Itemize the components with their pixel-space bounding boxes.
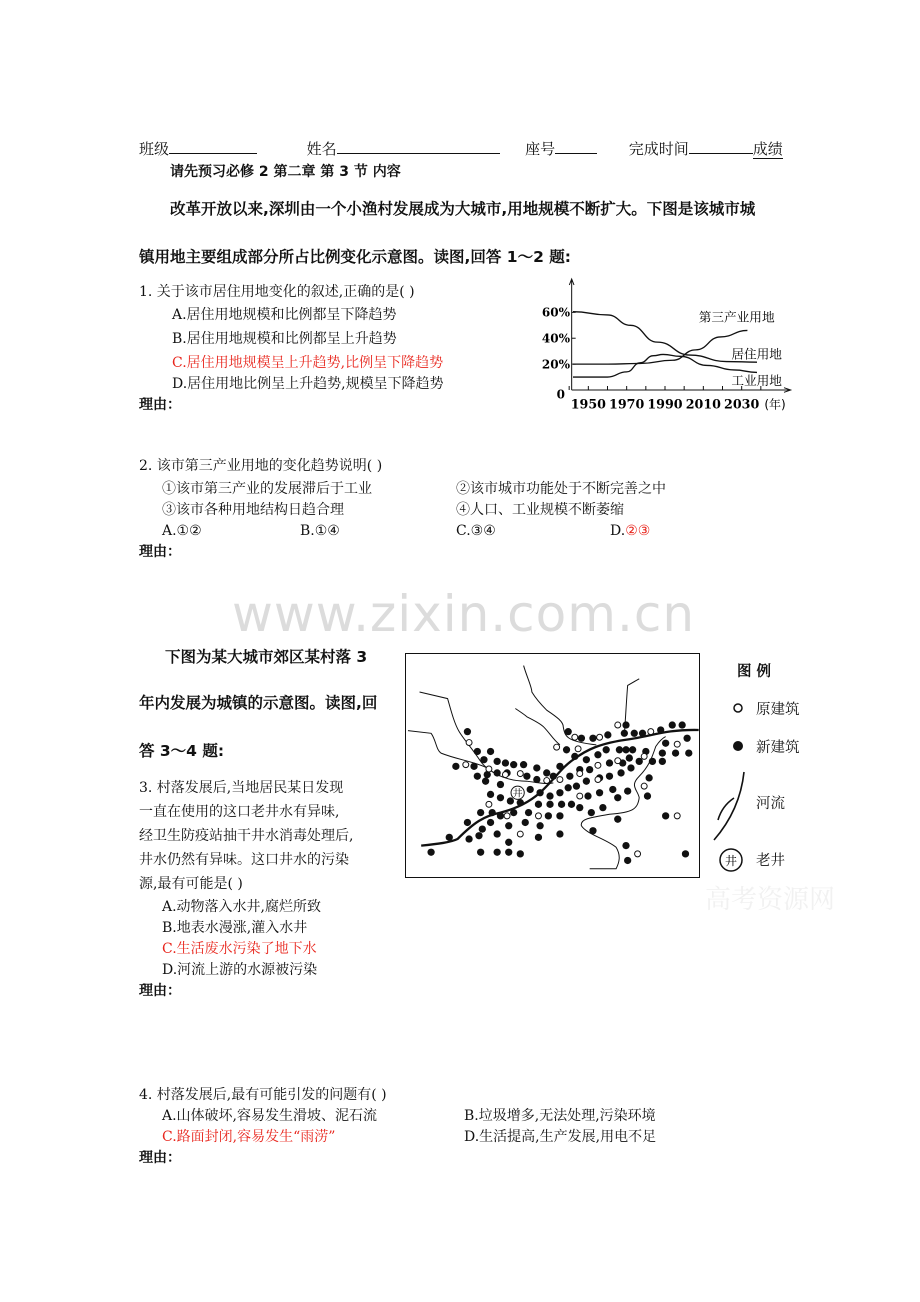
new-building: [622, 721, 629, 728]
q3-option-b[interactable]: B.地表水漫涨,灌入水井: [162, 920, 308, 936]
class-label: 班级: [139, 140, 170, 158]
q2-item-4: ④人口、工业规模不断萎缩: [456, 502, 624, 518]
q2-option-a[interactable]: A.①②: [162, 523, 202, 539]
new-building: [683, 735, 690, 742]
new-building: [543, 769, 550, 776]
new-building: [583, 756, 590, 763]
seat-label: 座号: [525, 140, 556, 158]
new-building: [622, 842, 629, 849]
q2-option-c[interactable]: C.③④: [456, 523, 496, 539]
svg-text:井: 井: [724, 854, 738, 868]
original-building: [575, 746, 581, 752]
svg-text:井: 井: [512, 788, 523, 800]
q3-option-c[interactable]: C.生活废水污染了地下水: [162, 941, 317, 957]
new-building: [527, 786, 534, 793]
new-building: [510, 761, 517, 768]
new-building: [568, 801, 575, 808]
new-building: [589, 827, 596, 834]
series-label: 第三产业用地: [698, 309, 775, 325]
new-building: [644, 792, 651, 799]
new-building: [464, 819, 471, 826]
new-building: [603, 746, 610, 753]
new-building: [624, 787, 631, 794]
q2-reason: 理由：: [139, 544, 181, 560]
y-tick-label: 60%: [541, 305, 570, 320]
new-building: [645, 774, 652, 781]
original-building: [577, 793, 583, 799]
seat-blank[interactable]: [555, 139, 597, 154]
new-building: [631, 730, 638, 737]
new-building: [556, 763, 563, 770]
x-axis: [572, 388, 791, 393]
x-tick-label: 1950: [570, 396, 606, 412]
new-building: [523, 773, 530, 780]
q1-option-b[interactable]: B.居住用地规模和比例都呈上升趋势: [172, 331, 397, 347]
new-building: [624, 857, 631, 864]
q3-option-d[interactable]: D.河流上游的水源被污染: [162, 962, 318, 978]
new-building: [604, 731, 611, 738]
new-building: [427, 849, 434, 856]
original-building: [517, 831, 523, 837]
new-building: [606, 773, 613, 780]
watermark: www.zixin.com.cn: [232, 585, 696, 643]
intro1-line1: 改革开放以来,深圳由一个小渔村发展成为大城市,用地规模不断扩大。下图是该城市城: [170, 200, 756, 218]
new-building: [566, 773, 573, 780]
new-building: [614, 794, 621, 801]
q4-reason: 理由：: [139, 1150, 181, 1166]
new-building: [565, 784, 572, 791]
original-building: [595, 777, 601, 783]
new-building: [550, 773, 557, 780]
legend-title: 图 例: [737, 664, 772, 680]
original-building: [597, 734, 603, 740]
header-row: [139, 139, 783, 158]
q1-option-d[interactable]: D.居住用地比例呈上升趋势,规模呈下降趋势: [172, 376, 444, 392]
village-map: [405, 653, 700, 878]
original-building: [615, 758, 621, 764]
preview-note: 请先预习必修 2 第二章 第 3 节 内容: [170, 164, 401, 180]
new-building: [573, 783, 580, 790]
q4-option-d[interactable]: D.生活提高,生产发展,用电不足: [464, 1129, 657, 1145]
new-building: [662, 812, 669, 819]
new-building: [584, 792, 591, 799]
new-building: [535, 801, 542, 808]
q2-item-2: ②该市城市功能处于不断完善之中: [456, 481, 666, 497]
new-building: [477, 809, 484, 816]
original-building: [572, 734, 578, 740]
new-building: [546, 792, 553, 799]
new-building: [609, 786, 616, 793]
original-building: [463, 762, 469, 768]
new-building: [494, 769, 501, 776]
new-building: [497, 812, 504, 819]
new-building: [571, 753, 578, 760]
new-building: [517, 799, 524, 806]
q2-stem: 2. 该市第三产业用地的变化趋势说明( ): [139, 458, 383, 474]
new-building: [533, 776, 540, 783]
intro2-line3: 答 3～4 题:: [139, 742, 225, 760]
well-legend-icon: [718, 847, 744, 873]
new-building: [565, 728, 572, 735]
new-building: [685, 749, 692, 756]
q1-option-c[interactable]: C.居住用地规模呈上升趋势,比例呈下降趋势: [172, 355, 444, 371]
time-label: 完成时间: [628, 140, 689, 158]
q1-stem: 1. 关于该市居住用地变化的叙述,正确的是( ): [139, 284, 415, 300]
original-building: [595, 762, 601, 768]
x-tick-label: 1970: [609, 396, 645, 412]
new-building: [482, 778, 489, 785]
x-tick-label: 2030: [724, 396, 760, 412]
original-building: [635, 851, 641, 857]
original-building: [486, 766, 492, 772]
new-building: [446, 834, 453, 841]
new-building: [596, 789, 603, 796]
y-tick-label: 0: [556, 387, 565, 402]
q1-reason: 理由：: [139, 397, 181, 413]
original-building: [648, 729, 654, 735]
name-blank[interactable]: [337, 139, 500, 154]
new-building: [616, 746, 623, 753]
new-building: [563, 746, 570, 753]
intro1-line2: 镇用地主要组成部分所占比例变化示意图。读图,回答 1～2 题:: [139, 248, 571, 266]
original-building-icon: [730, 700, 746, 716]
new-building: [594, 751, 601, 758]
new-building: [627, 764, 634, 771]
new-building: [494, 758, 501, 765]
q2-answer-mark: ②③: [625, 523, 651, 539]
original-building: [674, 813, 680, 819]
new-building: [520, 761, 527, 768]
new-building: [475, 832, 482, 839]
original-building: [641, 753, 647, 759]
new-building: [502, 759, 509, 766]
q3-option-a[interactable]: A.动物落入水井,腐烂所致: [162, 899, 322, 915]
river-icon: [710, 770, 750, 845]
new-building: [558, 801, 565, 808]
river: [515, 709, 560, 745]
q2-option-d[interactable]: [610, 522, 650, 540]
new-building: [576, 804, 583, 811]
x-tick-label: 2010: [685, 396, 721, 412]
new-building: [556, 789, 563, 796]
y-axis: [569, 279, 574, 390]
new-building: [510, 809, 517, 816]
new-building: [659, 749, 666, 756]
intro2-line1: 下图为某大城市郊区某村落 3: [165, 648, 368, 666]
class-blank[interactable]: [169, 139, 257, 154]
new-building: [622, 746, 629, 753]
q3-stem-3: 经卫生防疫站抽干井水消毒处理后,: [139, 828, 354, 844]
y-tick-label: 40%: [541, 331, 570, 346]
q4-option-c[interactable]: C.路面封闭,容易发生“雨涝”: [162, 1129, 336, 1145]
new-building: [556, 812, 563, 819]
original-building: [504, 813, 510, 819]
new-building: [639, 730, 646, 737]
new-building: [657, 726, 664, 733]
new-building: [586, 766, 593, 773]
new-building: [477, 849, 484, 856]
new-building: [589, 735, 596, 742]
q4-stem: 4. 村落发展后,最有可能引发的问题有( ): [139, 1087, 387, 1103]
new-building: [535, 834, 542, 841]
original-building: [544, 778, 550, 784]
new-building: [522, 819, 529, 826]
new-building: [505, 839, 512, 846]
new-building: [487, 748, 494, 755]
original-building: [502, 772, 508, 778]
original-building: [466, 740, 472, 746]
river: [581, 737, 665, 869]
new-building: [479, 825, 486, 832]
new-building: [649, 758, 656, 765]
new-building: [679, 721, 686, 728]
intro2-line2: 年内发展为城镇的示意图。读图,回: [139, 694, 378, 712]
new-building: [626, 754, 633, 761]
new-building: [494, 830, 501, 837]
legend-river: 河流: [756, 796, 785, 812]
y-tick-label: 20%: [541, 357, 570, 372]
new-building: [497, 794, 504, 801]
x-tick-label: 1990: [647, 396, 683, 412]
new-building: [662, 740, 669, 747]
time-blank[interactable]: [689, 139, 753, 154]
new-building: [474, 773, 481, 780]
new-building: [533, 764, 540, 771]
q1-option-a[interactable]: A.居住用地规模和比例都呈下降趋势: [172, 307, 397, 323]
new-building: [489, 809, 496, 816]
new-building: [621, 730, 628, 737]
x-axis-label: (年): [764, 397, 786, 412]
new-building: [629, 746, 636, 753]
new-building: [536, 789, 543, 796]
original-building: [641, 783, 647, 789]
q2-item-1: ①该市第三产业的发展滞后于工业: [162, 481, 372, 497]
new-building: [536, 822, 543, 829]
new-building: [494, 849, 501, 856]
series-line-1: [573, 330, 747, 364]
new-building: [452, 763, 459, 770]
new-building: [588, 809, 595, 816]
new-building: [617, 769, 624, 776]
new-building: [599, 804, 606, 811]
new-building: [487, 791, 494, 798]
new-building: [545, 812, 552, 819]
q3-stem-5: 源,最有可能是( ): [139, 876, 243, 892]
original-building: [517, 771, 523, 777]
new-building: [517, 850, 524, 857]
original-building: [615, 722, 621, 728]
new-building: [505, 849, 512, 856]
q4-option-a[interactable]: A.山体破坏,容易发生滑坡、泥石流: [162, 1108, 378, 1124]
old-well-icon: [511, 786, 524, 800]
q3-stem-4: 井水仍然有异味。这口井水的污染: [139, 852, 349, 868]
q4-option-b[interactable]: B.垃圾增多,无法处理,污染环境: [464, 1108, 656, 1124]
legend-original-building: 原建筑: [756, 702, 800, 718]
original-building: [577, 771, 583, 777]
q2-option-d-label: D.: [610, 523, 626, 539]
new-building: [546, 801, 553, 808]
new-building: [470, 763, 477, 770]
new-building: [682, 850, 689, 857]
new-building: [556, 830, 563, 837]
original-building: [557, 777, 563, 783]
name-label: 姓名: [306, 140, 337, 158]
new-building: [606, 759, 613, 766]
land-use-chart: [540, 275, 800, 415]
new-building: [474, 748, 481, 755]
q3-stem-2: 一直在使用的这口老井水有异味,: [139, 804, 340, 820]
new-building: [659, 758, 666, 765]
new-building: [578, 735, 585, 742]
new-building-icon: [730, 738, 746, 754]
new-building: [669, 721, 676, 728]
new-building: [672, 749, 679, 756]
series-label: 工业用地: [731, 373, 782, 388]
series-line-3: [573, 354, 757, 377]
legend-old-well: 老井: [756, 853, 785, 869]
watermark-2: 高考资源网: [705, 885, 836, 915]
new-building: [480, 756, 487, 763]
q2-option-b[interactable]: B.①④: [300, 523, 340, 539]
series-label: 居住用地: [731, 346, 782, 362]
new-building: [525, 809, 532, 816]
new-building: [497, 781, 504, 788]
new-building: [464, 728, 471, 735]
new-building: [487, 819, 494, 826]
new-building: [614, 816, 621, 823]
score-label: 成绩: [752, 140, 783, 158]
q3-stem-1: 3. 村落发展后,当地居民某日发现: [139, 780, 344, 796]
legend-new-building: 新建筑: [756, 740, 800, 756]
original-building: [554, 744, 560, 750]
q2-item-3: ③该市各种用地结构日趋合理: [162, 502, 344, 518]
new-building: [505, 822, 512, 829]
new-building: [465, 835, 472, 842]
q3-reason: 理由：: [139, 983, 181, 999]
original-building: [535, 813, 541, 819]
original-building: [674, 741, 680, 747]
river: [524, 666, 597, 745]
original-building: [486, 801, 492, 807]
new-building: [583, 778, 590, 785]
